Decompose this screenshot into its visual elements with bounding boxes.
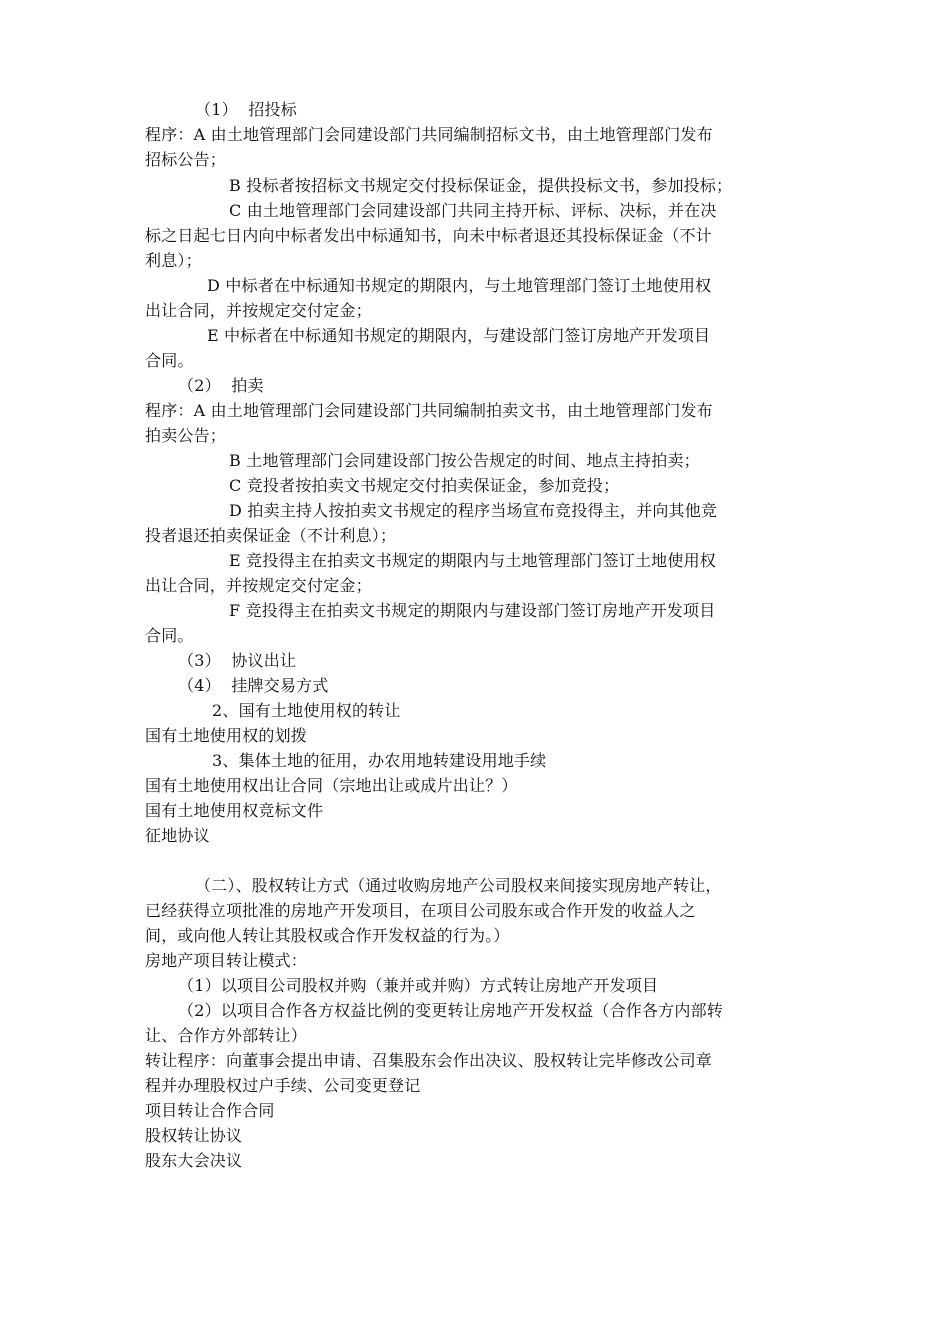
paragraph-line: 国有土地使用权出让合同（宗地出让或成片出让？） bbox=[145, 776, 518, 795]
paragraph-line: 转让程序：向董事会提出申请、召集股东会作出决议、股权转让完毕修改公司章 bbox=[145, 1051, 713, 1070]
heading-auction: （2） 拍卖 bbox=[178, 376, 264, 395]
paragraph-line: 房地产项目转让模式： bbox=[145, 951, 308, 970]
paragraph-line: B 投标者按招标文书规定交付投标保证金，提供投标文书，参加投标； bbox=[229, 176, 733, 195]
heading-agreement-transfer: （3） 协议出让 bbox=[178, 651, 297, 670]
paragraph-line: 程并办理股权过户手续、公司变更登记 bbox=[145, 1076, 421, 1095]
paragraph-line: 国有土地使用权竞标文件 bbox=[145, 801, 324, 820]
paragraph-line: F 竞投得主在拍卖文书规定的期限内与建设部门签订房地产开发项目 bbox=[229, 601, 716, 620]
paragraph-line: （1）以项目公司股权并购（兼并或并购）方式转让房地产开发项目 bbox=[178, 976, 659, 995]
heading-listing-trade: （4） 挂牌交易方式 bbox=[178, 676, 329, 695]
paragraph-line: D 拍卖主持人按拍卖文书规定的程序当场宣布竞投得主，并向其他竞 bbox=[229, 501, 718, 520]
paragraph-line: C 由土地管理部门会同建设部门共同主持开标、评标、决标，并在决 bbox=[229, 201, 717, 220]
paragraph-line: 合同。 bbox=[145, 351, 194, 370]
paragraph-line: 项目转让合作合同 bbox=[145, 1101, 275, 1120]
paragraph-line: E 竞投得主在拍卖文书规定的期限内与土地管理部门签订土地使用权 bbox=[229, 551, 716, 570]
paragraph-line: 股东大会决议 bbox=[145, 1151, 243, 1170]
heading-land-transfer: 2、国有土地使用权的转让 bbox=[212, 701, 401, 720]
paragraph-line: 间，或向他人转让其股权或合作开发权益的行为。） bbox=[145, 926, 510, 945]
heading-land-acquisition: 3、集体土地的征用，办农用地转建设用地手续 bbox=[212, 751, 547, 770]
paragraph-line: 投者退还拍卖保证金（不计利息）； bbox=[145, 526, 397, 545]
paragraph-line: 让、合作方外部转让） bbox=[145, 1026, 308, 1045]
paragraph-line: 股权转让协议 bbox=[145, 1126, 243, 1145]
paragraph-line: C 竞投者按拍卖文书规定交付拍卖保证金，参加竞投； bbox=[229, 476, 620, 495]
paragraph-line: 国有土地使用权的划拨 bbox=[145, 726, 308, 745]
paragraph-line: 已经获得立项批准的房地产开发项目，在项目公司股东或合作开发的收益人之 bbox=[145, 901, 696, 920]
paragraph-line: E 中标者在中标通知书规定的期限内，与建设部门签订房地产开发项目 bbox=[207, 326, 711, 345]
paragraph-line: 征地协议 bbox=[145, 826, 210, 845]
heading-equity-transfer: （二）、股权转让方式（通过收购房地产公司股权来间接实现房地产转让， bbox=[195, 876, 722, 895]
paragraph-line: 标之日起七日内向中标者发出中标通知书，向未中标者退还其投标保证金（不计 bbox=[145, 226, 713, 245]
paragraph-line: 程序：A 由土地管理部门会同建设部门共同编制招标文书，由土地管理部门发布 bbox=[145, 125, 713, 144]
paragraph-line: （2）以项目合作各方权益比例的变更转让房地产开发权益（合作各方内部转 bbox=[178, 1001, 723, 1020]
paragraph-line: B 土地管理部门会同建设部门按公告规定的时间、地点主持拍卖； bbox=[229, 451, 700, 470]
paragraph-line: 招标公告； bbox=[145, 150, 227, 169]
paragraph-line: 出让合同，并按规定交付定金； bbox=[145, 301, 372, 320]
paragraph-line: 利息）； bbox=[145, 251, 202, 270]
paragraph-line: 拍卖公告； bbox=[145, 426, 227, 445]
paragraph-line: D 中标者在中标通知书规定的期限内，与土地管理部门签订土地使用权 bbox=[207, 276, 712, 295]
heading-bidding: （1） 招投标 bbox=[195, 100, 297, 119]
paragraph-line: 程序：A 由土地管理部门会同建设部门共同编制拍卖文书，由土地管理部门发布 bbox=[145, 401, 713, 420]
paragraph-line: 出让合同，并按规定交付定金； bbox=[145, 576, 372, 595]
paragraph-line: 合同。 bbox=[145, 626, 194, 645]
